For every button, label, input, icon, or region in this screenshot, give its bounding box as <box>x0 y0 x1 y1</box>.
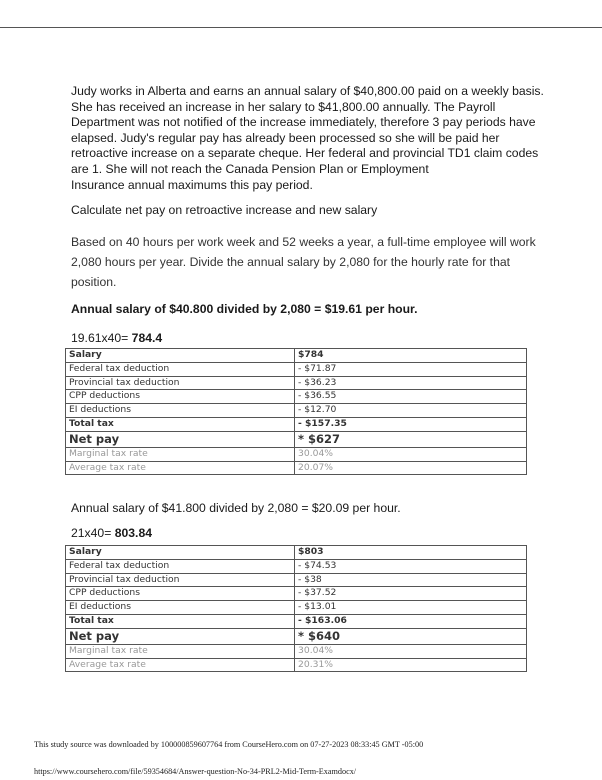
row-value: - $38 <box>295 573 527 587</box>
table-row <box>66 461 527 475</box>
calc-heading: Calculate net pay on retroactive increase and new salary <box>71 203 378 217</box>
old-calc-value: 784.4 <box>131 331 163 345</box>
row-label: EI deductions <box>66 601 295 615</box>
row-value: - $163.06 <box>295 614 527 628</box>
old-calc-prefix: 19.61x40= <box>71 331 129 345</box>
row-value: - $74.53 <box>295 559 527 573</box>
row-label: CPP deductions <box>66 587 295 601</box>
table-row <box>66 546 527 560</box>
row-label: Provincial tax deduction <box>66 376 295 390</box>
new-salary-tax-table <box>65 545 527 672</box>
explanation-line: Based on 40 hours per work week and 52 weeks a year, a full-time employee will work <box>71 235 536 249</box>
row-value: - $36.55 <box>295 390 527 404</box>
table-row <box>66 447 527 461</box>
table-row <box>66 376 527 390</box>
intro-line: She has received an increase in her salary to $41,800.00 annually. The Payroll <box>71 99 496 114</box>
intro-paragraph <box>71 84 544 193</box>
table-row <box>66 404 527 418</box>
url-footer[interactable]: https://www.coursehero.com/file/59354684/Answer-question-No-34-PRL2-Mid-Term-Examdocx/ <box>34 767 357 776</box>
intro-line: Department was not notified of the increase immediately, therefore 3 pay periods have <box>71 115 536 130</box>
row-value: - $71.87 <box>295 362 527 376</box>
top-divider <box>0 27 602 28</box>
new-hourly-rate-line: Annual salary of $41.800 divided by 2,080 = $20.09 per hour. <box>71 501 401 515</box>
row-label: Average tax rate <box>66 658 295 672</box>
row-label: Average tax rate <box>66 461 295 475</box>
source-footer: This study source was downloaded by 100000859607764 from CourseHero.com on 07-27-2023 08:33:45 GMT -05:00 <box>34 740 424 749</box>
row-value: 30.04% <box>295 447 527 461</box>
old-salary-tax-table <box>65 348 527 475</box>
table-row <box>66 362 527 376</box>
table-row <box>66 559 527 573</box>
old-weekly-calc <box>71 331 162 345</box>
table-row <box>66 601 527 615</box>
row-label: Salary <box>66 349 295 363</box>
row-value: 30.04% <box>295 644 527 658</box>
row-label: Federal tax deduction <box>66 362 295 376</box>
explanation-line: position. <box>71 275 117 289</box>
row-label: Marginal tax rate <box>66 447 295 461</box>
intro-line: Insurance annual maximums this pay period. <box>71 177 313 192</box>
new-calc-value: 803.84 <box>114 526 152 540</box>
row-value: $803 <box>295 546 527 560</box>
row-label: Total tax <box>66 614 295 628</box>
row-value: 20.07% <box>295 461 527 475</box>
table-row <box>66 349 527 363</box>
row-value: - $157.35 <box>295 417 527 431</box>
explanation-line: 2,080 hours per year. Divide the annual salary by 2,080 for the hourly rate for that <box>71 255 511 269</box>
old-hourly-rate-line: Annual salary of $40.800 divided by 2,080 = $19.61 per hour. <box>71 302 418 316</box>
table-row <box>66 573 527 587</box>
row-value: - $12.70 <box>295 404 527 418</box>
intro-line: retroactive increase on a separate cheque. Her federal and provincial TD1 claim codes <box>71 146 539 161</box>
table-row <box>66 644 527 658</box>
table-row <box>66 390 527 404</box>
intro-line: are 1. She will not reach the Canada Pension Plan or Employment <box>71 161 429 176</box>
row-label: Salary <box>66 546 295 560</box>
row-label: Provincial tax deduction <box>66 573 295 587</box>
row-label: Net pay <box>66 431 295 447</box>
table-row <box>66 587 527 601</box>
row-value: - $36.23 <box>295 376 527 390</box>
table-row <box>66 614 527 628</box>
row-label: Net pay <box>66 628 295 644</box>
table-row <box>66 431 527 447</box>
row-value: - $13.01 <box>295 601 527 615</box>
table-row <box>66 658 527 672</box>
row-value: 20.31% <box>295 658 527 672</box>
row-label: EI deductions <box>66 404 295 418</box>
row-value: $784 <box>295 349 527 363</box>
explanation-paragraph <box>71 232 541 292</box>
row-label: Total tax <box>66 417 295 431</box>
row-label: Federal tax deduction <box>66 559 295 573</box>
new-calc-prefix: 21x40= <box>71 526 112 540</box>
new-weekly-calc <box>71 526 152 540</box>
row-label: Marginal tax rate <box>66 644 295 658</box>
row-value: - $37.52 <box>295 587 527 601</box>
intro-line: elapsed. Judy's regular pay has already been processed so she will be paid her <box>71 130 500 145</box>
row-label: CPP deductions <box>66 390 295 404</box>
table-row <box>66 628 527 644</box>
row-value: * $640 <box>295 628 527 644</box>
table-row <box>66 417 527 431</box>
row-value: * $627 <box>295 431 527 447</box>
intro-line: Judy works in Alberta and earns an annual salary of $40,800.00 paid on a weekly basis. <box>71 84 544 98</box>
